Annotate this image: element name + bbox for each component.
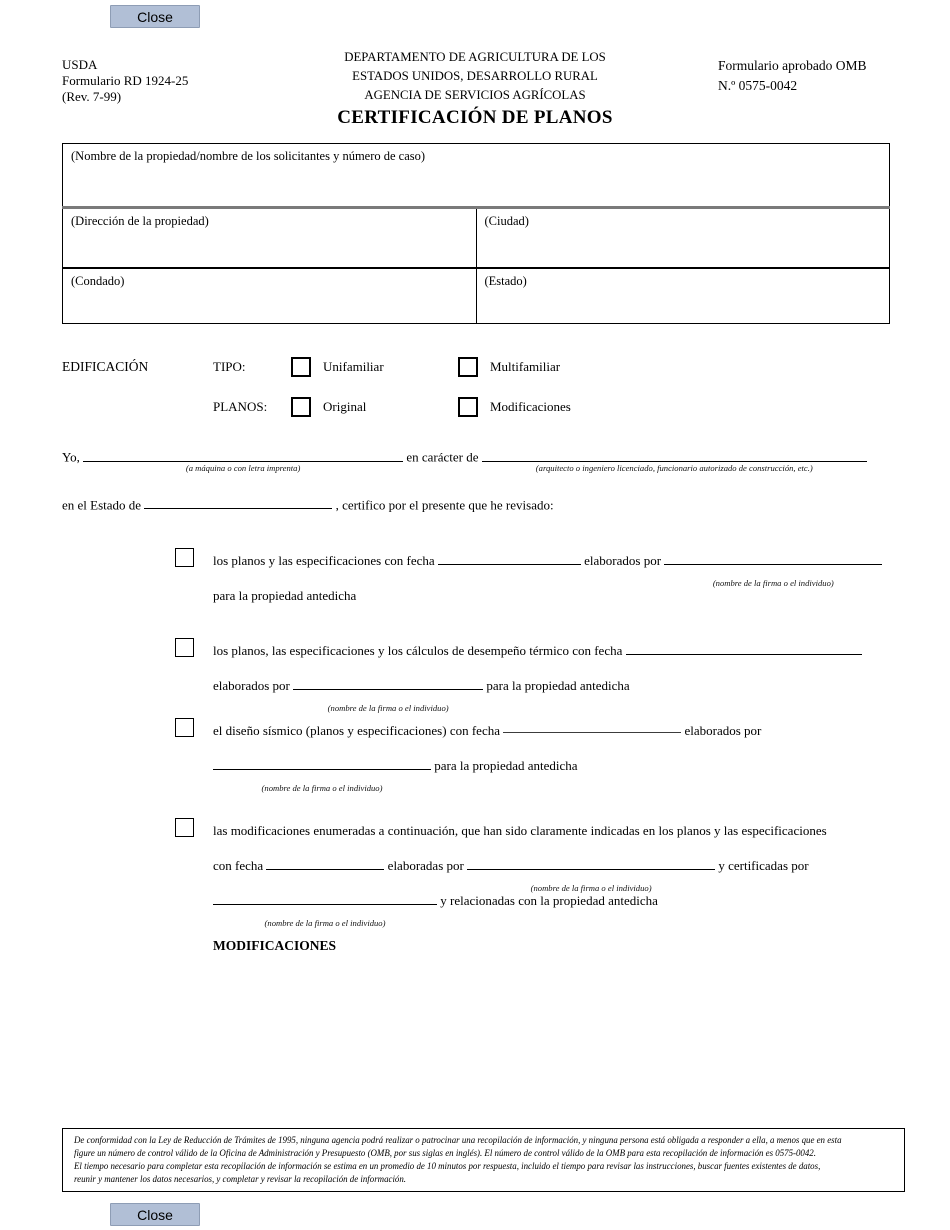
firm-hint: (nombre de la firma o el individuo) [327, 703, 449, 713]
city-cell: (Ciudad) [476, 208, 890, 268]
item-body [213, 633, 905, 713]
item-plans-specs [175, 543, 905, 613]
checkbox-multifamiliar[interactable] [458, 357, 478, 377]
capacity-prefix: en carácter de [406, 449, 479, 465]
item-4-text-d: y certificadas por [718, 858, 809, 873]
form-revision: (Rev. 7-99) [62, 89, 122, 104]
firm-hint: (nombre de la firma o el individuo) [712, 578, 834, 588]
item-2-date-line [626, 641, 862, 655]
item-body [213, 543, 905, 613]
form-number-block [62, 57, 188, 105]
building-section-label: EDIFICACIÓN [62, 359, 149, 374]
checkbox-seismic[interactable] [175, 718, 194, 737]
certify-suffix: , certifico por el presente que he revisado: [335, 497, 554, 513]
checkbox-label-original: Original [323, 399, 367, 414]
checkbox-modifications[interactable] [175, 818, 194, 837]
omb-approval-block [718, 56, 866, 96]
property-name-cell: (Nombre de la propiedad/nombre de los solicitantes y número de caso) [63, 144, 890, 208]
certification-statement [62, 448, 905, 513]
state-cell: (Estado) [476, 268, 890, 324]
notice-line-2: figure un número de control válido de la Oficina de Administración y Presupuesto (OMB, por sus siglas en inglés). El número de control válido de la OMB para esta recopilación de información es 0575-0042. [74, 1148, 816, 1158]
checkbox-plans-specs[interactable] [175, 548, 194, 567]
notice-line-4: reunir y mantener los datos necesarios, y completar y revisar la recopilación de información. [74, 1174, 407, 1184]
item-3-text-a: el diseño sísmico (planos y especificaciones) con fecha [213, 723, 500, 738]
item-1-text-c: para la propiedad antedicha [213, 588, 357, 603]
reviewed-items-list [175, 543, 905, 954]
item-thermal [175, 633, 905, 713]
item-3-date-line [503, 732, 681, 733]
item-1-firm-line [664, 551, 882, 588]
table-row [63, 268, 890, 324]
checkbox-thermal[interactable] [175, 638, 194, 657]
form-number: Formulario RD 1924-25 [62, 73, 189, 88]
yo-prefix: Yo, [62, 449, 80, 465]
checkbox-label-unifamiliar: Unifamiliar [323, 359, 384, 374]
checkbox-original[interactable] [291, 397, 311, 417]
item-1-text-b: elaborados por [584, 553, 662, 568]
item-seismic [175, 713, 905, 793]
department-line-3: AGENCIA DE SERVICIOS AGRÍCOLAS [364, 88, 586, 102]
item-body [213, 813, 905, 928]
firm-hint: (nombre de la firma o el individuo) [264, 918, 386, 928]
item-4-text-e: y relacionadas con la propiedad antedicha [440, 893, 658, 908]
building-section [62, 356, 890, 436]
property-address-cell: (Dirección de la propiedad) [63, 208, 477, 268]
item-4-firm-line-2 [213, 891, 437, 928]
state-line [62, 496, 905, 514]
agency-abbrev: USDA [62, 57, 98, 72]
item-2-text-c: para la propiedad antedicha [486, 678, 630, 693]
item-4-text-c: elaboradas por [387, 858, 464, 873]
firm-hint: (nombre de la firma o el individuo) [261, 783, 383, 793]
item-modifications [175, 813, 905, 928]
item-3-text-c: para la propiedad antedicha [434, 758, 578, 773]
state-prefix: en el Estado de [62, 497, 142, 513]
omb-approval-line-2: N.º 0575-0042 [718, 78, 798, 93]
county-cell: (Condado) [63, 268, 477, 324]
property-info-table [62, 143, 890, 324]
item-4-date-line [266, 856, 384, 870]
certifier-name-line [83, 448, 403, 473]
close-button-top[interactable]: Close [110, 5, 200, 28]
department-heading [175, 48, 775, 127]
omb-approval-line-1: Formulario aprobado OMB [718, 58, 867, 73]
item-body [213, 713, 905, 793]
item-4-firm-line-1 [467, 856, 715, 893]
item-2-text-a: los planos, las especificaciones y los cálculos de desempeño térmico con fecha [213, 643, 623, 658]
certifier-line [62, 448, 905, 473]
capacity-hint: (arquitecto o ingeniero licenciado, funcionario autorizado de construcción, etc.) [535, 462, 813, 473]
checkbox-label-modificaciones: Modificaciones [490, 399, 571, 414]
building-plans-row [62, 396, 890, 418]
checkbox-modificaciones[interactable] [458, 397, 478, 417]
department-line-2: ESTADOS UNIDOS, DESARROLLO RURAL [352, 69, 598, 83]
item-3-text-b: elaborados por [684, 723, 762, 738]
item-1-date-line [438, 551, 581, 565]
building-type-row [62, 356, 890, 378]
capacity-line [482, 448, 867, 473]
item-4-text-b: con fecha [213, 858, 264, 873]
item-2-firm-line [293, 676, 483, 713]
modifications-heading: MODIFICACIONES [213, 938, 337, 953]
notice-line-3: El tiempo necesario para completar esta recopilación de información se estima en un promedio de 10 minutos por respuesta, incluido el tiempo para revisar las instrucciones, buscar fuentes existentes de datos, [74, 1161, 821, 1171]
table-row [63, 208, 890, 268]
item-1-text-a: los planos y las especificaciones con fecha [213, 553, 435, 568]
paperwork-reduction-notice [62, 1128, 905, 1192]
item-4-text-a: las modificaciones enumeradas a continuación, que han sido claramente indicadas en los planos y las especificaciones [213, 823, 827, 838]
state-fill-line [144, 496, 332, 510]
type-label: TIPO: [213, 359, 246, 374]
close-button-bottom[interactable]: Close [110, 1203, 200, 1226]
department-line-1: DEPARTAMENTO DE AGRICULTURA DE LOS [344, 50, 606, 64]
notice-line-1: De conformidad con la Ley de Reducción de Trámites de 1995, ninguna agencia podrá realizar o patrocinar una recopilación de información, y ninguna persona está obligada a responder a ella, a menos que en esta [74, 1135, 842, 1145]
item-2-text-b: elaborados por [213, 678, 290, 693]
checkbox-label-multifamiliar: Multifamiliar [490, 359, 561, 374]
plans-label: PLANOS: [213, 399, 268, 414]
certifier-name-hint: (a máquina o con letra imprenta) [185, 462, 301, 473]
firm-hint: (nombre de la firma o el individuo) [530, 883, 652, 893]
item-3-firm-line [213, 756, 431, 793]
page-title: CERTIFICACIÓN DE PLANOS [337, 107, 613, 128]
table-row [63, 144, 890, 208]
checkbox-unifamiliar[interactable] [291, 357, 311, 377]
